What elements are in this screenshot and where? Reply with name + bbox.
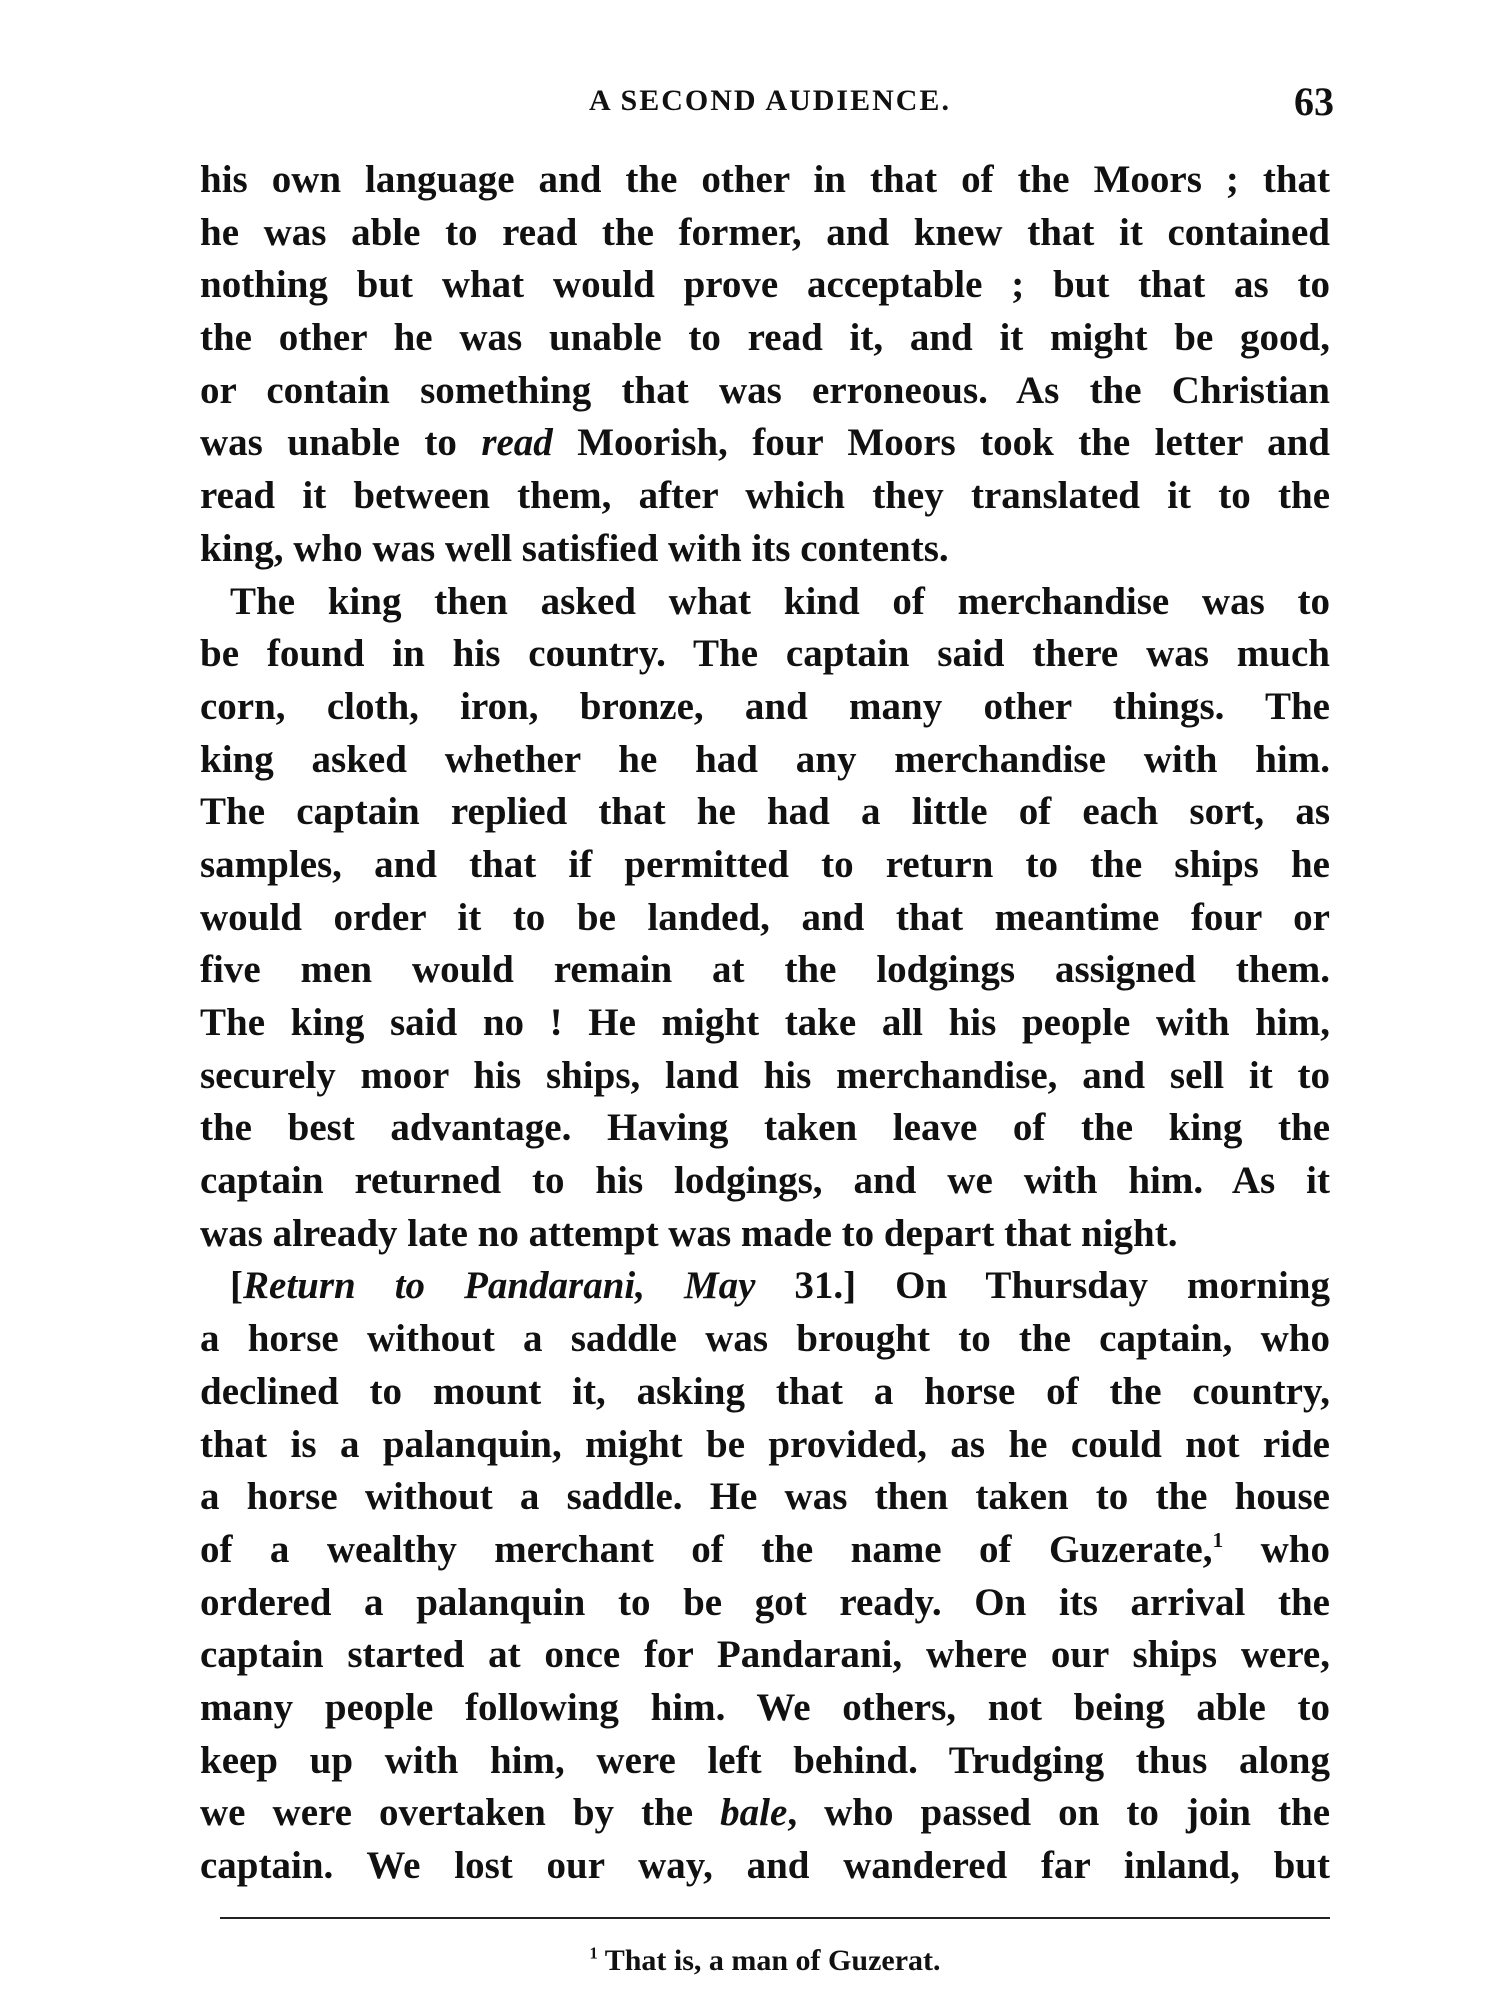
text-line bbox=[200, 1787, 1330, 1840]
text-line: he was able to read the former, and knew that it contained bbox=[200, 210, 1330, 254]
text-line: was already late no attempt was made to depart that night. bbox=[200, 1211, 1178, 1255]
text-run: who bbox=[1223, 1527, 1330, 1571]
text-line: samples, and that if permitted to return to the ships he bbox=[200, 842, 1330, 886]
text-run: 31.] On Thursday morning bbox=[755, 1264, 1330, 1308]
text-line: declined to mount it, asking that a horse of the country, bbox=[200, 1369, 1330, 1413]
footnote bbox=[200, 1944, 1330, 1978]
text-line: The captain replied that he had a little of each sort, as bbox=[200, 790, 1330, 834]
text-line: a horse without a saddle. He was then taken to the house bbox=[200, 1475, 1330, 1519]
text-line: captain started at once for Pandarani, where our ships were, bbox=[200, 1633, 1330, 1677]
text-run: [ bbox=[230, 1264, 243, 1308]
text-line: a horse without a saddle was brought to the captain, who bbox=[200, 1317, 1330, 1361]
footnote-divider bbox=[220, 1917, 1330, 1919]
text-run: we were overtaken by the bbox=[200, 1791, 721, 1835]
italic-word: read bbox=[481, 421, 553, 465]
text-line: corn, cloth, iron, bronze, and many other things. The bbox=[200, 684, 1330, 728]
text-line: captain. We lost our way, and wandered far inland, but bbox=[200, 1844, 1330, 1887]
text-run: Moorish, four Moors took the letter and bbox=[552, 421, 1330, 465]
text-line: The king said no ! He might take all his people with him, bbox=[200, 1001, 1330, 1044]
text-line: king asked whether he had any merchandise with him. bbox=[200, 737, 1330, 781]
text-line: read it between them, after which they translated it to the bbox=[200, 474, 1330, 518]
text-line: five men would remain at the lodgings assigned them. bbox=[200, 948, 1330, 992]
italic-word: bale bbox=[720, 1791, 788, 1835]
text-line: be found in his country. The captain said there was much bbox=[200, 632, 1330, 676]
marginal-heading: Return to Pandarani, May bbox=[243, 1264, 756, 1308]
running-head bbox=[200, 78, 1340, 138]
text-line: keep up with him, were left behind. Trudging thus along bbox=[200, 1738, 1330, 1782]
body-text bbox=[200, 154, 1330, 1893]
footnote-marker: 1 bbox=[589, 1943, 598, 1963]
text-line: ordered a palanquin to be got ready. On its arrival the bbox=[200, 1580, 1330, 1624]
footnote-text: That is, a man of Guzerat. bbox=[597, 1944, 941, 1977]
text-line: the best advantage. Having taken leave of the king the bbox=[200, 1106, 1330, 1150]
text-run: was unable to bbox=[200, 421, 482, 465]
text-line: nothing but what would prove acceptable ; but that as to bbox=[200, 263, 1330, 307]
text-line: or contain something that was erroneous. As the Christian bbox=[200, 368, 1330, 412]
text-line: captain returned to his lodgings, and we with him. As it bbox=[200, 1159, 1330, 1203]
paragraph-start-line bbox=[200, 1260, 1330, 1313]
page-number: 63 bbox=[1294, 79, 1334, 124]
text-line bbox=[200, 417, 1330, 470]
text-line: would order it to be landed, and that meantime four or bbox=[200, 895, 1330, 939]
text-run: , who passed on to join the bbox=[787, 1791, 1331, 1835]
text-line: many people following him. We others, not being able to bbox=[200, 1685, 1330, 1729]
paragraph-start-line: The king then asked what kind of merchandise was to bbox=[230, 579, 1330, 623]
text-line: securely moor his ships, land his merchandise, and sell it to bbox=[200, 1053, 1330, 1097]
text-line bbox=[200, 1524, 1330, 1577]
text-line: his own language and the other in that of the Moors ; that bbox=[200, 158, 1330, 201]
running-title: A SECOND AUDIENCE. bbox=[589, 84, 951, 117]
text-line: the other he was unable to read it, and it might be good, bbox=[200, 316, 1330, 360]
text-line: that is a palanquin, might be provided, as he could not ride bbox=[200, 1422, 1330, 1466]
text-line: king, who was well satisfied with its contents. bbox=[200, 526, 949, 570]
footnote-reference: 1 bbox=[1212, 1527, 1224, 1552]
text-run: of a wealthy merchant of the name of Guzerate, bbox=[200, 1527, 1213, 1571]
